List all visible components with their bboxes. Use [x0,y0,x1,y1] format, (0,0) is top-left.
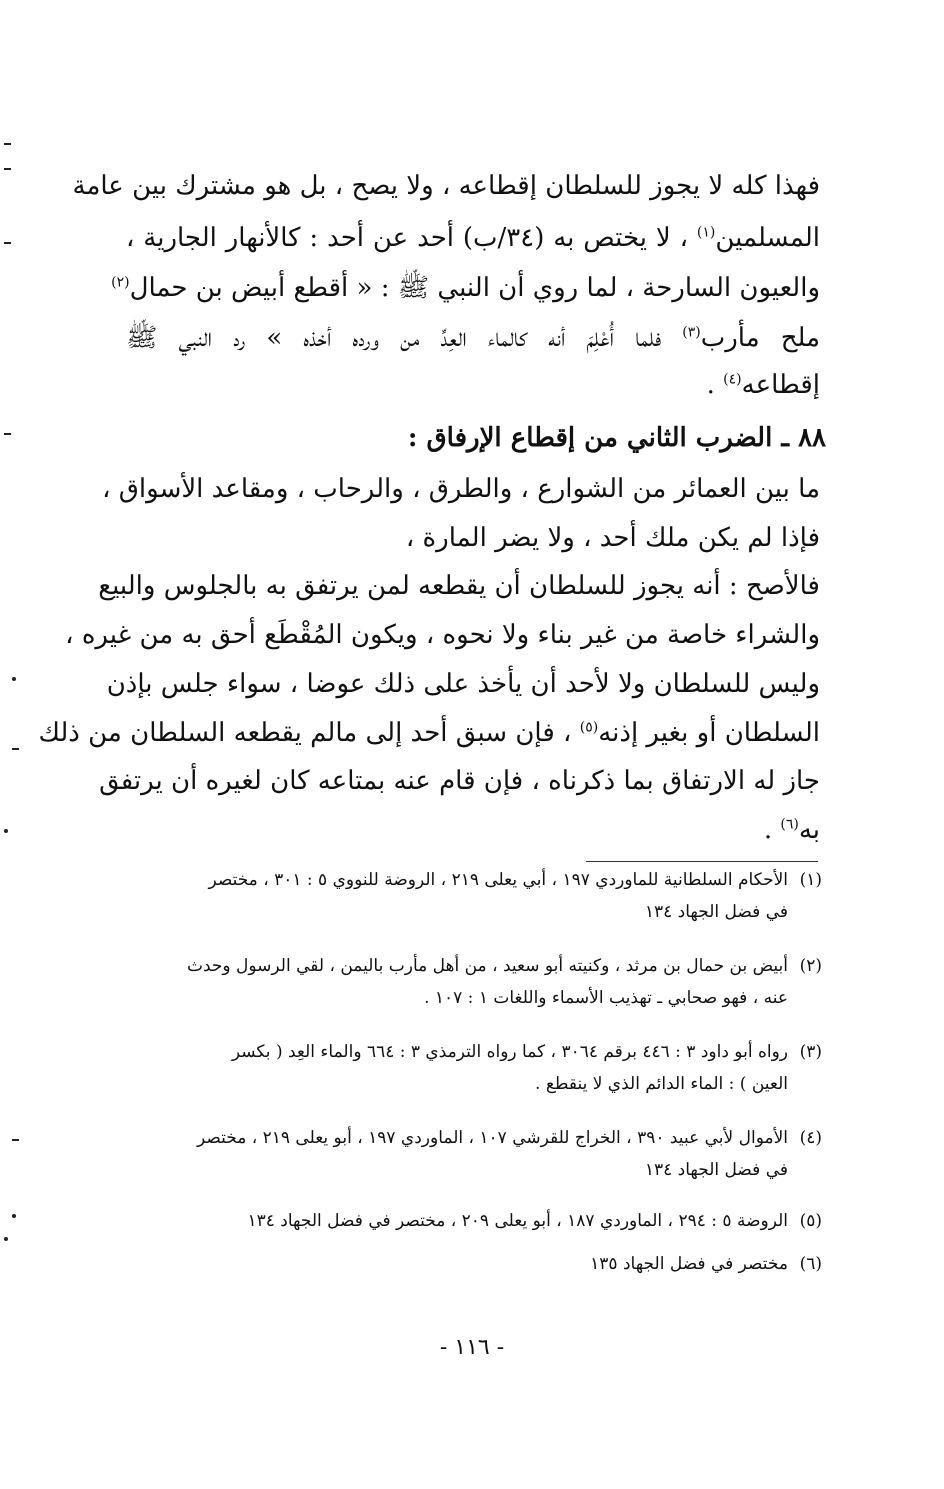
footnote-text: رواه أبو داود ٣ : ٤٤٦ برقم ٣٠٦٤ ، كما رواه الترمذي ٣ : ٦٦٤ والماء العِد ( بكسر [231,1042,788,1062]
footnote-ref: (٢) [111,274,130,291]
body-line-start: المسلمين [715,223,821,253]
margin-mark [4,168,11,170]
footnote-text: أبيض بن حمال بن مرثد ، وكنيته أبو سعيد ، من أهل مأرب باليمن ، لقي الرسول وحدث [187,956,788,976]
margin-mark [4,242,11,244]
margin-mark [12,1214,16,1218]
body-line [72,166,820,206]
section-line-text: ما بين العمائر من الشوارع ، والطرق ، والرحاب ، ومقاعد الأسواق ، [102,474,820,504]
footnote-separator [586,861,818,862]
margin-mark [12,1139,19,1141]
footnote-text: الروضة ٥ : ٢٩٤ ، الماوردي ١٨٧ ، أبو يعلى ٢٠٩ ، مختصر في فضل الجهاد ١٣٤ [247,1211,788,1231]
footnote-text: مختصر في فضل الجهاد ١٣٥ [590,1254,788,1274]
footnote-number: (٦) [799,1254,822,1274]
footnote-ref: (٥) [579,719,599,736]
section-number: ٨٨ ـ [781,423,826,453]
margin-mark [4,433,11,435]
body-line [111,268,820,308]
footnote-continuation: في فضل الجهاد ١٣٤ [644,902,788,922]
section-line-text: والشراء خاصة من غير بناء ولا نحوه ، ويكون المُقْطَع أحق به من غيره ، [65,620,820,650]
section-heading [126,418,826,458]
section-line [106,664,820,704]
footnote-ref: (٦) [780,816,799,833]
section-line-text: فالأصح : أنه يجوز للسلطان أن يقطعه لمن يرتفق به بالجلوس والبيع [98,571,820,601]
section-line [102,469,820,509]
footnote-ref: (٤) [723,371,742,388]
footnote-number: (٤) [799,1128,822,1148]
section-line [126,810,820,850]
body-line-text: فلما أُعْلِمَ أنه كالماء العِدِّ من ورده أخذه » رد النبي ﷺ [126,323,662,353]
section-line-text: . [763,815,773,845]
footnote [122,1122,822,1186]
body-line-text: . [706,370,715,400]
footnote [122,1248,822,1280]
footnote [122,1036,822,1100]
section-line-text: ، فإن سبق أحد إلى مالم يقطعه السلطان من ذلك [38,718,572,748]
margin-mark [12,748,19,750]
body-line-text: فهذا كله لا يجوز للسلطان إقطاعه ، ولا يصح ، بل هو مشترك بين عامة [72,171,820,201]
body-line-text: ، لا يختص به (٣٤/ب) أحد عن أحد : كالأنهار الجارية ، [126,223,688,253]
section-line-text: جاز له الارتفاق بما ذكرناه ، فإن قام عنه بمتاعه كان لغيره أن يرتفق [99,766,820,796]
body-line [126,365,820,405]
section-line-start: به [798,815,820,845]
footnote-ref: (١) [696,224,716,241]
section-line-text: وليس للسلطان ولا لأحد أن يأخذ على ذلك عوضا ، سواء جلس بإذن [106,669,820,699]
section-line-text: فإذا لم يكن ملك أحد ، ولا يضر المارة ، [405,523,820,553]
footnote-text: الأحكام السلطانية للماوردي ١٩٧ ، أبي يعلى ٢١٩ ، الروضة للنووي ٥ : ٣٠١ ، مختصر [208,870,788,890]
section-line-start: السلطان أو بغير إذنه [598,718,820,748]
margin-mark [4,829,8,833]
footnote-number: (١) [799,870,822,890]
footnote-continuation: العين ) : الماء الدائم الذي لا ينقطع . [535,1074,788,1094]
margin-mark [4,143,11,145]
margin-mark [12,677,16,681]
body-line-start: ملح مأرب [700,323,821,353]
footnote [122,1205,822,1237]
footnote-text: الأموال لأبي عبيد ٣٩٠ ، الخراج للقرشي ١٠٧ ، الماوردي ١٩٧ ، أبو يعلى ٢١٩ ، مختصر [196,1128,788,1148]
section-line [126,518,820,558]
section-line [65,615,820,655]
body-line-start: إقطاعه [741,370,820,400]
footnote-ref: (٣) [682,324,701,341]
footnote [122,864,822,928]
footnote [122,950,822,1014]
footnote-number: (٣) [799,1042,822,1062]
margin-mark [4,1237,8,1241]
section-line [99,761,820,801]
section-line [38,713,820,753]
footnote-continuation: عنه ، فهو صحابي ـ تهذيب الأسماء واللغات ١ : ١٠٧ . [424,988,788,1008]
body-line [126,218,820,258]
footnote-number: (٢) [799,956,822,976]
body-line [126,318,820,358]
footnote-number: (٥) [799,1211,822,1231]
page-number: - ١١٦ - [439,1335,505,1360]
section-line [98,566,820,606]
body-line-text: والعيون السارحة ، لما روي أن النبي ﷺ : « أقطع أبيض بن حمال [129,273,820,303]
section-title: الضرب الثاني من إقطاع الإرفاق : [407,423,773,453]
footnote-continuation: في فضل الجهاد ١٣٤ [644,1160,788,1180]
